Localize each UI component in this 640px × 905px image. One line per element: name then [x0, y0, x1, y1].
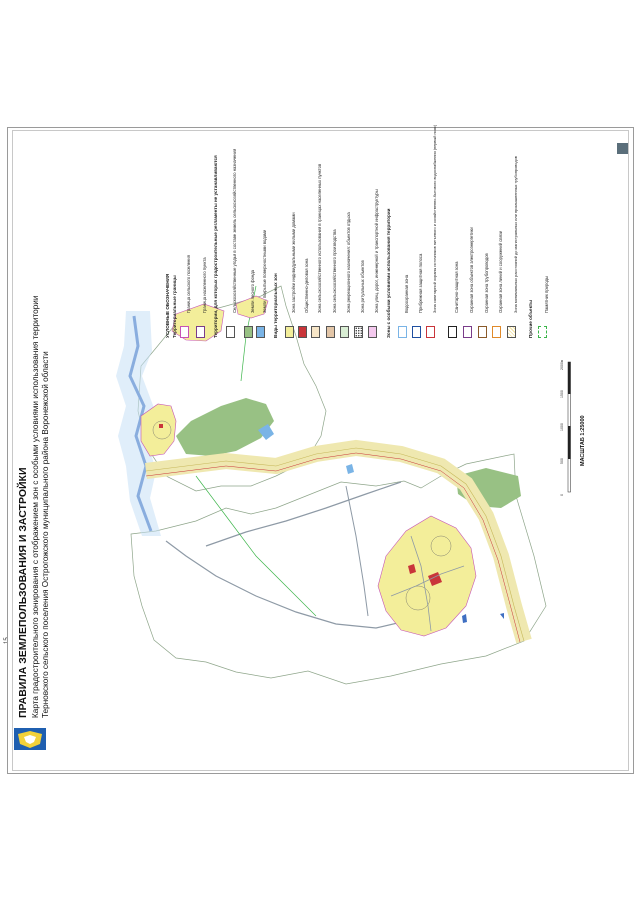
legend-swatch	[196, 326, 205, 338]
legend-group-title: Прочие объекты	[528, 299, 533, 338]
legend-item: Зона минимальных расстояний до магистральных или промышленных трубопроводов	[513, 156, 518, 313]
legend-swatch	[226, 326, 235, 338]
legend-swatch	[398, 326, 407, 338]
legend-item: Граница населенного пункта	[202, 257, 207, 313]
legend-swatch	[478, 326, 487, 338]
legend-swatch	[426, 326, 435, 338]
legend-swatch	[507, 326, 516, 338]
legend-swatch	[340, 326, 349, 338]
zoning-map	[46, 136, 566, 696]
legend-item: Охранная зона объектов электроэнергетики	[469, 227, 474, 313]
legend-swatch	[368, 326, 377, 338]
legend-swatch	[463, 326, 472, 338]
scale-label: МАСШТАБ 1:25000	[580, 415, 586, 466]
legend-group-title: Зоны с особыми условиями использования территории	[386, 208, 391, 338]
public-zone	[159, 424, 163, 428]
page-title: ПРАВИЛА ЗЕМЛЕПОЛЬЗОВАНИЯ И ЗАСТРОЙКИ	[17, 467, 29, 718]
legend-swatch	[256, 326, 265, 338]
scale-tick: 500	[560, 458, 564, 464]
legend-item: Прибрежная защитная полоса	[418, 253, 423, 313]
legend-heading: УСЛОВНЫЕ ОБОЗНАЧЕНИЯ	[165, 273, 170, 338]
legend-swatch	[298, 326, 307, 338]
legend-swatch	[492, 326, 501, 338]
legend-item: Сельскохозяйственные угодья в составе земель сельскохозяйственного назначения	[232, 148, 237, 313]
stamp-icon	[617, 143, 628, 154]
legend-item: Зона сельскохозяйственного производства	[332, 229, 337, 313]
legend-item: Зона санитарной охраны источников питьевого и хозяйственно-бытового водоснабжения (первый пояс)	[432, 124, 437, 313]
page-number: 15	[4, 637, 10, 644]
legend-item: Зона рекреационного назначения: объектов отдыха	[346, 212, 351, 313]
legend-swatch	[448, 326, 457, 338]
legend-swatch	[244, 326, 253, 338]
legend-item: Зона застройки индивидуальными жилыми домами	[291, 212, 296, 313]
legend-swatch	[354, 326, 363, 338]
coat-of-arms-icon	[14, 728, 46, 750]
legend-item: Зона ритуальных объектов	[360, 260, 365, 313]
legend-item: Памятник природы	[544, 275, 549, 313]
legend-item: Зона сельскохозяйственного использования в границах населенных пунктов	[317, 163, 322, 313]
legend-swatch	[311, 326, 320, 338]
scale-bar	[564, 360, 576, 495]
legend-item: Зона улиц, дорог, инженерной и транспортной инфраструктуры	[374, 189, 379, 313]
legend-item: Водоохранная зона	[404, 274, 409, 313]
legend-group-title: Территории, для которых градостроительные регламенты не устанавливаются	[213, 155, 218, 338]
scale-tick: 2000м	[560, 359, 564, 370]
legend-item: Санитарно-защитная зона	[454, 261, 459, 313]
legend-item: Общественно-деловая зона	[304, 258, 309, 313]
legend-swatch	[180, 326, 189, 338]
scale-tick: 0	[560, 494, 564, 496]
legend-item: Охранная зона трубопроводов	[484, 253, 489, 313]
legend-group-title: Территориальные границы	[172, 275, 177, 338]
scale-tick: 1000	[560, 423, 564, 431]
legend-swatch	[538, 326, 547, 338]
legend-item: Земли, покрытые поверхностными водами	[262, 229, 267, 313]
water-body	[346, 464, 354, 474]
legend-swatch	[285, 326, 294, 338]
subtitle-line-1: Карта градостроительного зонирования с отображением зон с особыми условиями использования территории	[31, 295, 40, 718]
scale-tick: 1500	[560, 390, 564, 398]
legend-item: Охранная зона линий и сооружений связи	[498, 230, 503, 313]
legend-swatch	[412, 326, 421, 338]
legend-item: Земли лесного фонда	[250, 270, 255, 313]
legend-group-title: Виды территориальных зон	[273, 273, 278, 338]
subtitle-line-2: Терновского сельского поселения Острогожского муниципального района Воронежской области	[41, 351, 50, 718]
legend-item: Граница сельского поселения	[186, 255, 191, 313]
legend-swatch	[326, 326, 335, 338]
